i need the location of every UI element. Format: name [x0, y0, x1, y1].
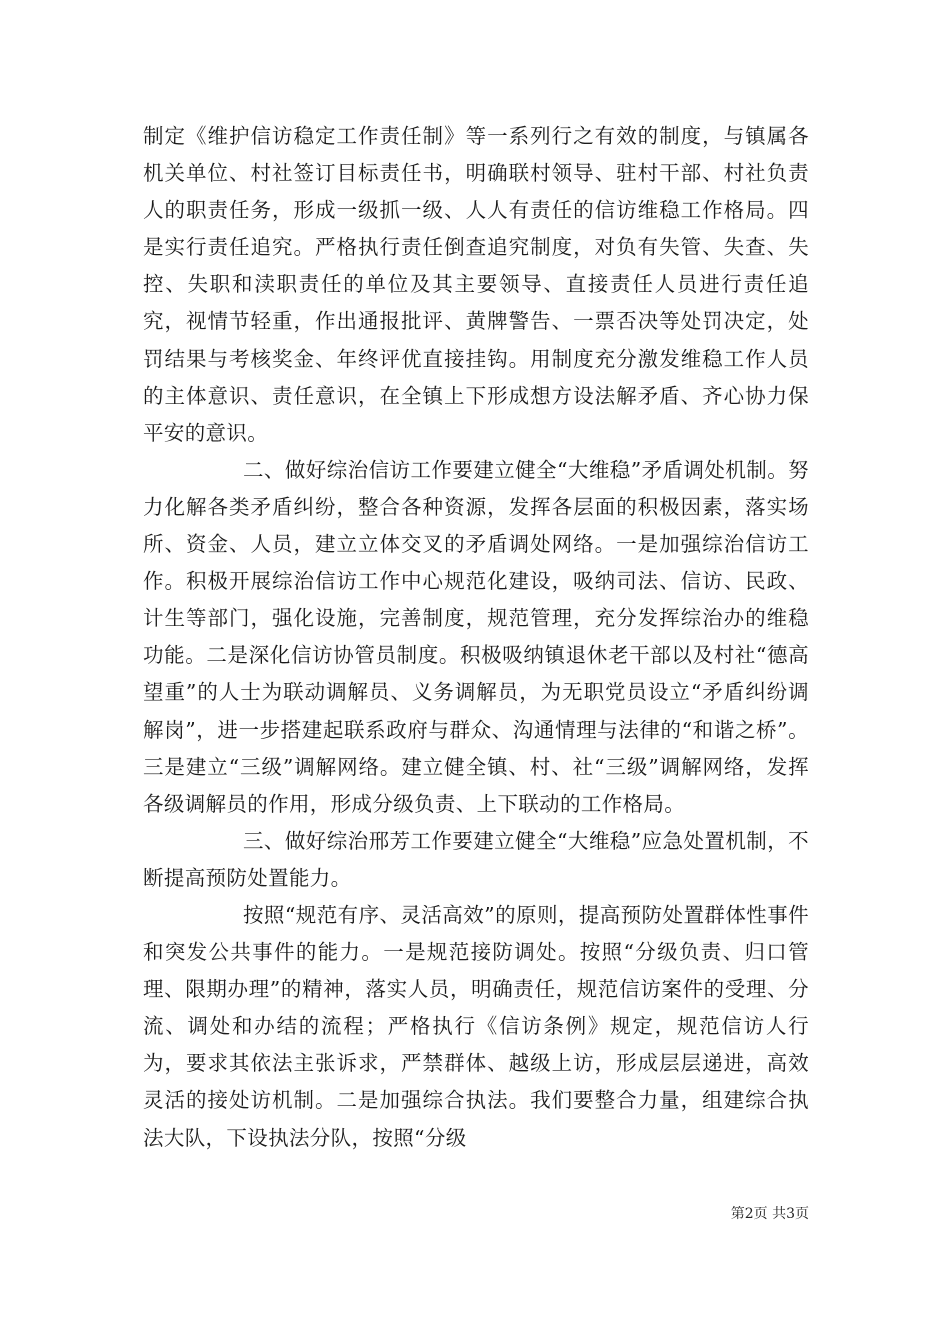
document-body: [143, 118, 809, 1157]
paragraph-1: 制定《维护信访稳定工作责任制》等一系列行之有效的制度，与镇属各机关单位、村社签订目标责任书，明确联村领导、驻村干部、村社负责人的职责任务，形成一级抓一级、人人有责任的信访维稳工作格局。四是实行责任追究。严格执行责任倒查追究制度，对负有失管、失查、失控、失职和渎职责任的单位及其主要领导、直接责任人员进行责任追究，视情节轻重，作出通报批评、黄牌警告、一票否决等处罚决定，处罚结果与考核奖金、年终评优直接挂钩。用制度充分激发维稳工作人员的主体意识、责任意识，在全镇上下形成想方设法解矛盾、齐心协力保平安的意识。: [143, 124, 809, 445]
page-number-footer: 第2页 共3页: [730, 1206, 809, 1222]
paragraph-3: 三、做好综治邢芳工作要建立健全“大维稳”应急处置机制，不断提高预防处置能力。: [143, 828, 809, 890]
paragraph-4: 按照“规范有序、灵活高效”的原则，提高预防处置群体性事件和突发公共事件的能力。一是规范接防调处。按照“分级负责、归口管理、限期办理”的精神，落实人员，明确责任，规范信访案件的受理、分流、调处和办结的流程；严格执行《信访条例》规定，规范信访人行为，要求其依法主张诉求，严禁群体、越级上访，形成层层递进，高效灵活的接处访机制。二是加强综合执法。我们要整合力量，组建综合执法大队，下设执法分队，按照“分级: [143, 902, 809, 1150]
paragraph-2: 二、做好综治信访工作要建立健全“大维稳”矛盾调处机制。努力化解各类矛盾纠纷，整合各种资源，发挥各层面的积极因素，落实场所、资金、人员，建立立体交叉的矛盾调处网络。一是加强综治信访工作。积极开展综治信访工作中心规范化建设，吸纳司法、信访、民政、计生等部门，强化设施，完善制度，规范管理，充分发挥综治办的维稳功能。二是深化信访协管员制度。积极吸纳镇退休老干部以及村社“德高望重”的人士为联动调解员、义务调解员，为无职党员设立“矛盾纠纷调解岗”，进一步搭建起联系政府与群众、沟通情理与法律的“和谐之桥”。三是建立“三级”调解网络。建立健全镇、村、社“三级”调解网络，发挥各级调解员的作用，形成分级负责、上下联动的工作格局。: [143, 457, 809, 816]
